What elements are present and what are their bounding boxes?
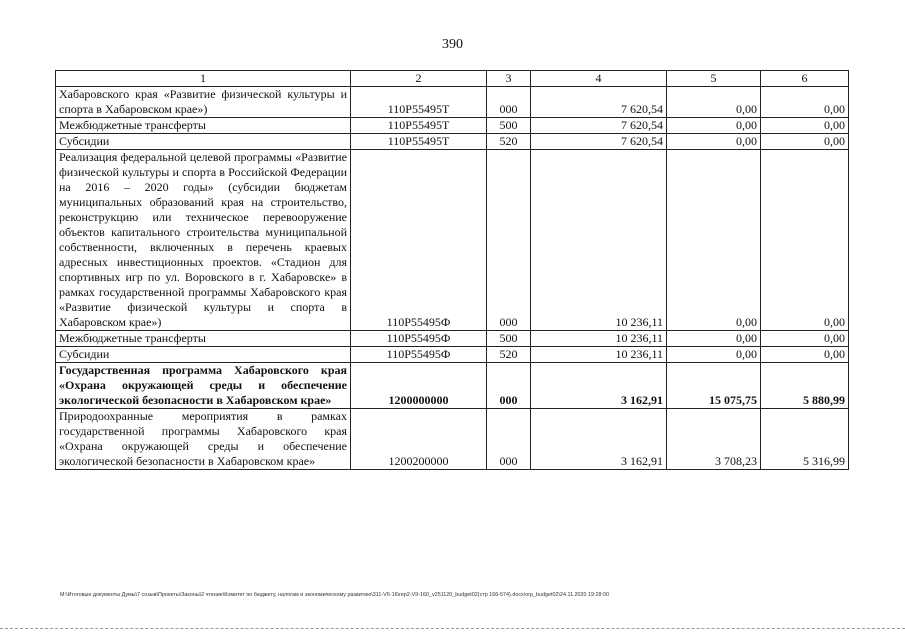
table-row bbox=[56, 134, 849, 150]
amount-2022-cell: 0,00 bbox=[667, 118, 761, 134]
column-number: 1 bbox=[56, 71, 351, 87]
column-number: 2 bbox=[351, 71, 487, 87]
table-row bbox=[56, 150, 849, 331]
amount-2022-cell: 0,00 bbox=[667, 134, 761, 150]
amount-2021-cell: 7 620,54 bbox=[531, 118, 667, 134]
target-code-cell: 110P55495Ф bbox=[351, 347, 487, 363]
page-number: 390 bbox=[442, 37, 463, 52]
column-number: 3 bbox=[487, 71, 531, 87]
amount-2022-cell: 0,00 bbox=[667, 87, 761, 118]
amount-2022-cell: 15 075,75 bbox=[667, 363, 761, 409]
row-name-cell: Государственная программа Хабаровского края «Охрана окружающей среды и обеспечение экологической безопасности в Хабаровском крае» bbox=[56, 363, 351, 409]
amount-2023-cell: 0,00 bbox=[761, 87, 849, 118]
amount-2023-cell: 5 880,99 bbox=[761, 363, 849, 409]
table-row bbox=[56, 118, 849, 134]
amount-2023-cell: 0,00 bbox=[761, 150, 849, 331]
amount-2021-cell: 3 162,91 bbox=[531, 363, 667, 409]
table-row bbox=[56, 87, 849, 118]
expense-type-cell: 500 bbox=[487, 331, 531, 347]
table-row bbox=[56, 409, 849, 470]
expense-type-cell: 520 bbox=[487, 347, 531, 363]
row-name-cell: Субсидии bbox=[56, 347, 351, 363]
target-code-cell: 110P55495Ф bbox=[351, 150, 487, 331]
table-row bbox=[56, 363, 849, 409]
amount-2022-cell: 3 708,23 bbox=[667, 409, 761, 470]
row-name-cell: Межбюджетные трансферты bbox=[56, 331, 351, 347]
expense-type-cell: 520 bbox=[487, 134, 531, 150]
row-name-cell: Межбюджетные трансферты bbox=[56, 118, 351, 134]
column-number: 5 bbox=[667, 71, 761, 87]
target-code-cell: 110P55495Т bbox=[351, 118, 487, 134]
amount-2021-cell: 7 620,54 bbox=[531, 134, 667, 150]
page-edge-divider bbox=[0, 628, 905, 629]
row-name-cell: Реализация федеральной целевой программы «Развитие физической культуры и спорта в Российской Федерации на 2016 – 2020 годы» (субсидии бюджетам муниципальных образований края на строительство, реконструкцию или техническое перевооружение объектов капитального строительства муниципальной собственности, включенных в перечень краевых адресных инвестиционных проектов. «Стадион для спортивных игр по ул. Воровского в г. Хабаровске» в рамках государственной программы Хабаровского края «Развитие физической культуры и спорта в Хабаровском крае») bbox=[56, 150, 351, 331]
row-name-cell: Субсидии bbox=[56, 134, 351, 150]
expense-type-cell: 000 bbox=[487, 409, 531, 470]
amount-2022-cell: 0,00 bbox=[667, 331, 761, 347]
expense-type-cell: 000 bbox=[487, 150, 531, 331]
budget-table bbox=[55, 70, 849, 470]
amount-2023-cell: 0,00 bbox=[761, 134, 849, 150]
row-name-cell: Хабаровского края «Развитие физической культуры и спорта в Хабаровском крае») bbox=[56, 87, 351, 118]
amount-2023-cell: 5 316,99 bbox=[761, 409, 849, 470]
amount-2022-cell: 0,00 bbox=[667, 347, 761, 363]
expense-type-cell: 000 bbox=[487, 87, 531, 118]
amount-2021-cell: 10 236,11 bbox=[531, 150, 667, 331]
target-code-cell: 110P55495Т bbox=[351, 87, 487, 118]
amount-2021-cell: 10 236,11 bbox=[531, 347, 667, 363]
target-code-cell: 110P55495Ф bbox=[351, 331, 487, 347]
column-number: 6 bbox=[761, 71, 849, 87]
amount-2023-cell: 0,00 bbox=[761, 331, 849, 347]
amount-2021-cell: 3 162,91 bbox=[531, 409, 667, 470]
amount-2021-cell: 10 236,11 bbox=[531, 331, 667, 347]
target-code-cell: 1200200000 bbox=[351, 409, 487, 470]
table-row bbox=[56, 331, 849, 347]
expense-type-cell: 500 bbox=[487, 118, 531, 134]
amount-2021-cell: 7 620,54 bbox=[531, 87, 667, 118]
document-file-path: M:\Итоговые документы Думы\7 созыв\Проекты\Законы\2 чтение\Комитет по бюджету, налогам и экономическому развитию\311-VII-16\rep2-VII-160_v251120_budget02(стр 166-574).docx\orp_budget02\24.11.2020 19:28:00 bbox=[60, 592, 610, 598]
row-name-cell: Природоохранные мероприятия в рамках государственной программы Хабаровского края «Охрана окружающей среды и обеспечение экологической безопасности в Хабаровском крае» bbox=[56, 409, 351, 470]
table-row bbox=[56, 347, 849, 363]
amount-2022-cell: 0,00 bbox=[667, 150, 761, 331]
expense-type-cell: 000 bbox=[487, 363, 531, 409]
target-code-cell: 110P55495Т bbox=[351, 134, 487, 150]
column-number: 4 bbox=[531, 71, 667, 87]
target-code-cell: 1200000000 bbox=[351, 363, 487, 409]
amount-2023-cell: 0,00 bbox=[761, 118, 849, 134]
column-number-row bbox=[56, 71, 849, 87]
amount-2023-cell: 0,00 bbox=[761, 347, 849, 363]
